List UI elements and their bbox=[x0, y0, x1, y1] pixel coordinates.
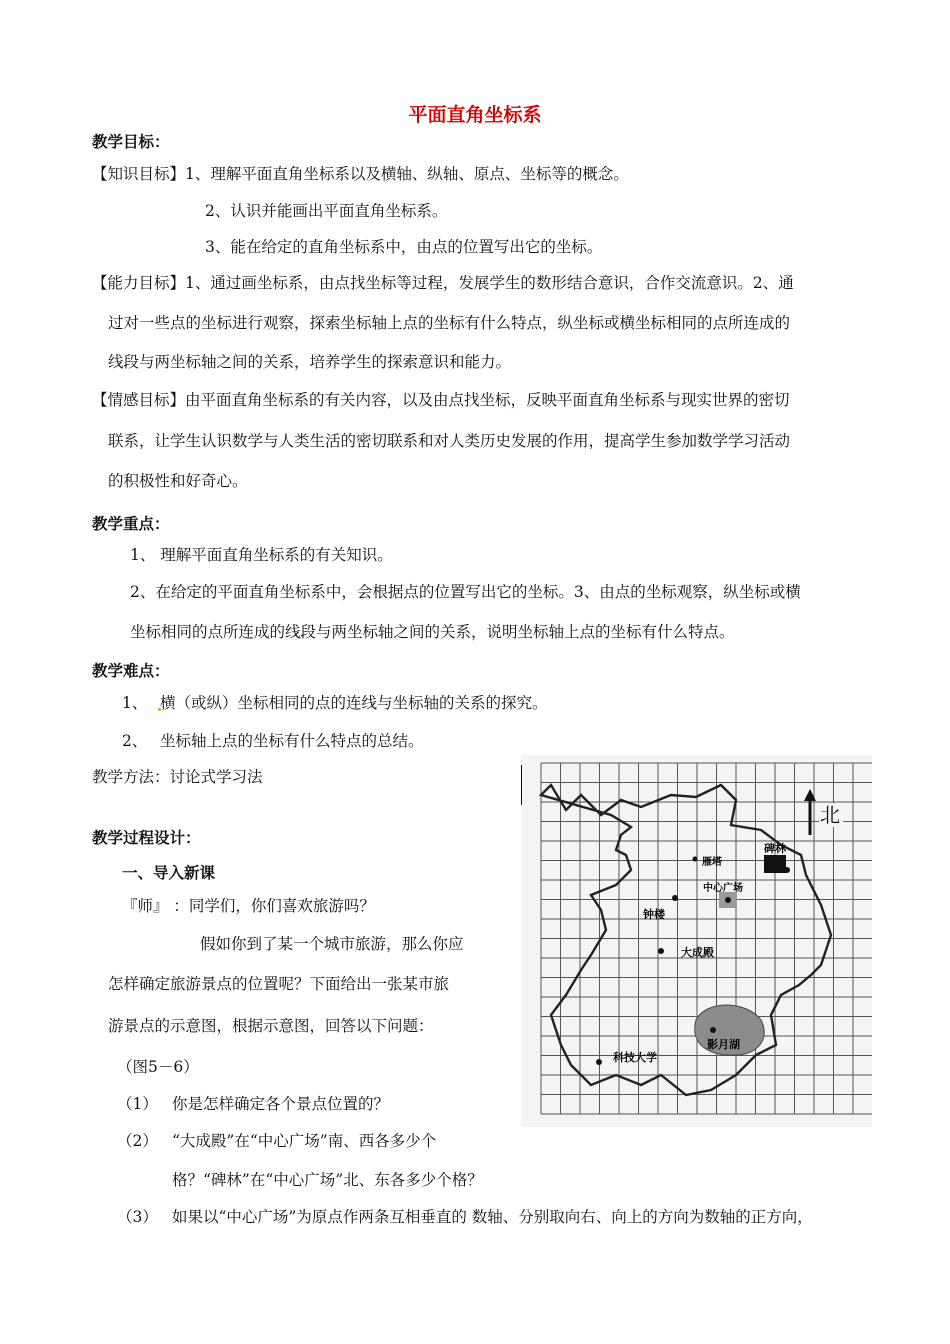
question-1-text: 你是怎样确定各个景点位置的？ bbox=[172, 1095, 390, 1113]
teacher-line: 『师』 ：同学们，你们喜欢旅游吗？ bbox=[122, 897, 375, 915]
city-map-svg bbox=[521, 755, 872, 1127]
difficult-line-2: 坐标轴上点的坐标有什么特点的总结。 bbox=[160, 732, 424, 750]
question-3-text: 如果以“中心广场”为原点作两条互相垂直的 数轴、分别取向右、向上的方向为数轴的正方向， bbox=[172, 1208, 813, 1226]
ability-line-3: 线段与两坐标轴之间的关系，培养学生的探索意识和能力。 bbox=[108, 353, 512, 371]
label-dacheng-hall: 大成殿 bbox=[681, 946, 714, 959]
emotion-line-2: 联系，让学生认识数学与人类生活的密切联系和对人类历史发展的作用，提高学生参加数学学习活动 bbox=[108, 432, 791, 450]
section-1-heading: 一、导入新课 bbox=[122, 864, 216, 882]
key-heading: 教学重点： bbox=[92, 515, 170, 533]
knowledge-line-3: 3、能在给定的直角坐标系中，由点的位置写出它的坐标。 bbox=[205, 238, 603, 256]
label-wild-goose-pagoda: 雁塔 bbox=[702, 857, 722, 868]
wild-goose-pagoda-point bbox=[693, 857, 698, 862]
label-stele-forest: 碑林 bbox=[764, 842, 786, 855]
difficult-num-1: 1、 bbox=[122, 694, 148, 712]
para-line-2: 怎样确定旅游景点的位置呢？下面给出一张某市旅 bbox=[108, 975, 450, 993]
process-heading: 教学过程设计： bbox=[92, 829, 201, 847]
key-line-2: 2、在给定的平面直角坐标系中，会根据点的位置写出它的坐标。3、由点的坐标观察，纵坐标或横 bbox=[130, 583, 801, 601]
tech-university-point bbox=[596, 1059, 602, 1065]
key-line-1: 1、 理解平面直角坐标系的有关知识。 bbox=[130, 546, 393, 564]
page-title: 平面直角坐标系 bbox=[408, 104, 542, 126]
key-line-3: 坐标相同的点所连成的线段与两坐标轴之间的关系，说明坐标轴上点的坐标有什么特点。 bbox=[130, 623, 735, 641]
question-2-text-cont: 格？“碑林”在“中心广场”北、东各多少个格？ bbox=[172, 1171, 483, 1189]
goals-heading: 教学目标： bbox=[92, 133, 170, 151]
yingyue-lake-point bbox=[710, 1027, 716, 1033]
question-2-num: （2） bbox=[117, 1132, 158, 1150]
stele-forest-marker bbox=[764, 855, 786, 873]
ability-line-2: 过对一些点的坐标进行观察，探索坐标轴上点的坐标有什么特点，纵坐标或横坐标相同的点所连成的 bbox=[108, 314, 791, 332]
question-1-num: （1） bbox=[117, 1095, 158, 1113]
label-yingyue-lake: 影月湖 bbox=[707, 1038, 740, 1051]
question-2-text: “大成殿”在“中心广场”南、西各多少个 bbox=[172, 1132, 437, 1150]
dacheng-hall-point bbox=[658, 948, 664, 954]
label-tech-university: 科技大学 bbox=[613, 1051, 657, 1064]
figure-caption: （图5－6） bbox=[117, 1058, 199, 1076]
difficult-num-2: 2、 bbox=[122, 732, 148, 750]
para-line-3: 游景点的示意图，根据示意图，回答以下问题： bbox=[108, 1017, 434, 1035]
question-3-num: （3） bbox=[117, 1208, 158, 1226]
difficult-heading: 教学难点： bbox=[92, 662, 170, 680]
knowledge-line-1: 【知识目标】1、理解平面直角坐标系以及横轴、纵轴、原点、坐标等的概念。 bbox=[92, 165, 629, 183]
para-line-1: 假如你到了某一个城市旅游，那么你应 bbox=[200, 935, 464, 953]
stele-forest-point bbox=[784, 867, 790, 873]
difficult-line-1: 横（或纵）坐标相同的点的连线与坐标轴的关系的探究。 bbox=[160, 694, 548, 712]
center-square-point bbox=[725, 897, 731, 903]
city-map-figure bbox=[521, 755, 872, 1127]
label-center-square: 中心广场 bbox=[703, 883, 743, 894]
bell-tower-point bbox=[672, 895, 678, 901]
ability-line-1: 【能力目标】1、通过画坐标系，由点找坐标等过程，发展学生的数形结合意识，合作交流意识。2、通 bbox=[92, 274, 794, 292]
emotion-line-1: 【情感目标】由平面直角坐标系的有关内容，以及由点找坐标，反映平面直角坐标系与现实世界的密切 bbox=[92, 391, 790, 409]
knowledge-line-2: 2、认识并能画出平面直角坐标系。 bbox=[205, 202, 448, 220]
method-line: 教学方法：讨论式学习法 bbox=[92, 768, 263, 786]
emotion-line-3: 的积极性和好奇心。 bbox=[108, 472, 248, 490]
north-label: 北 bbox=[820, 803, 840, 827]
label-bell-tower: 钟楼 bbox=[643, 908, 665, 921]
